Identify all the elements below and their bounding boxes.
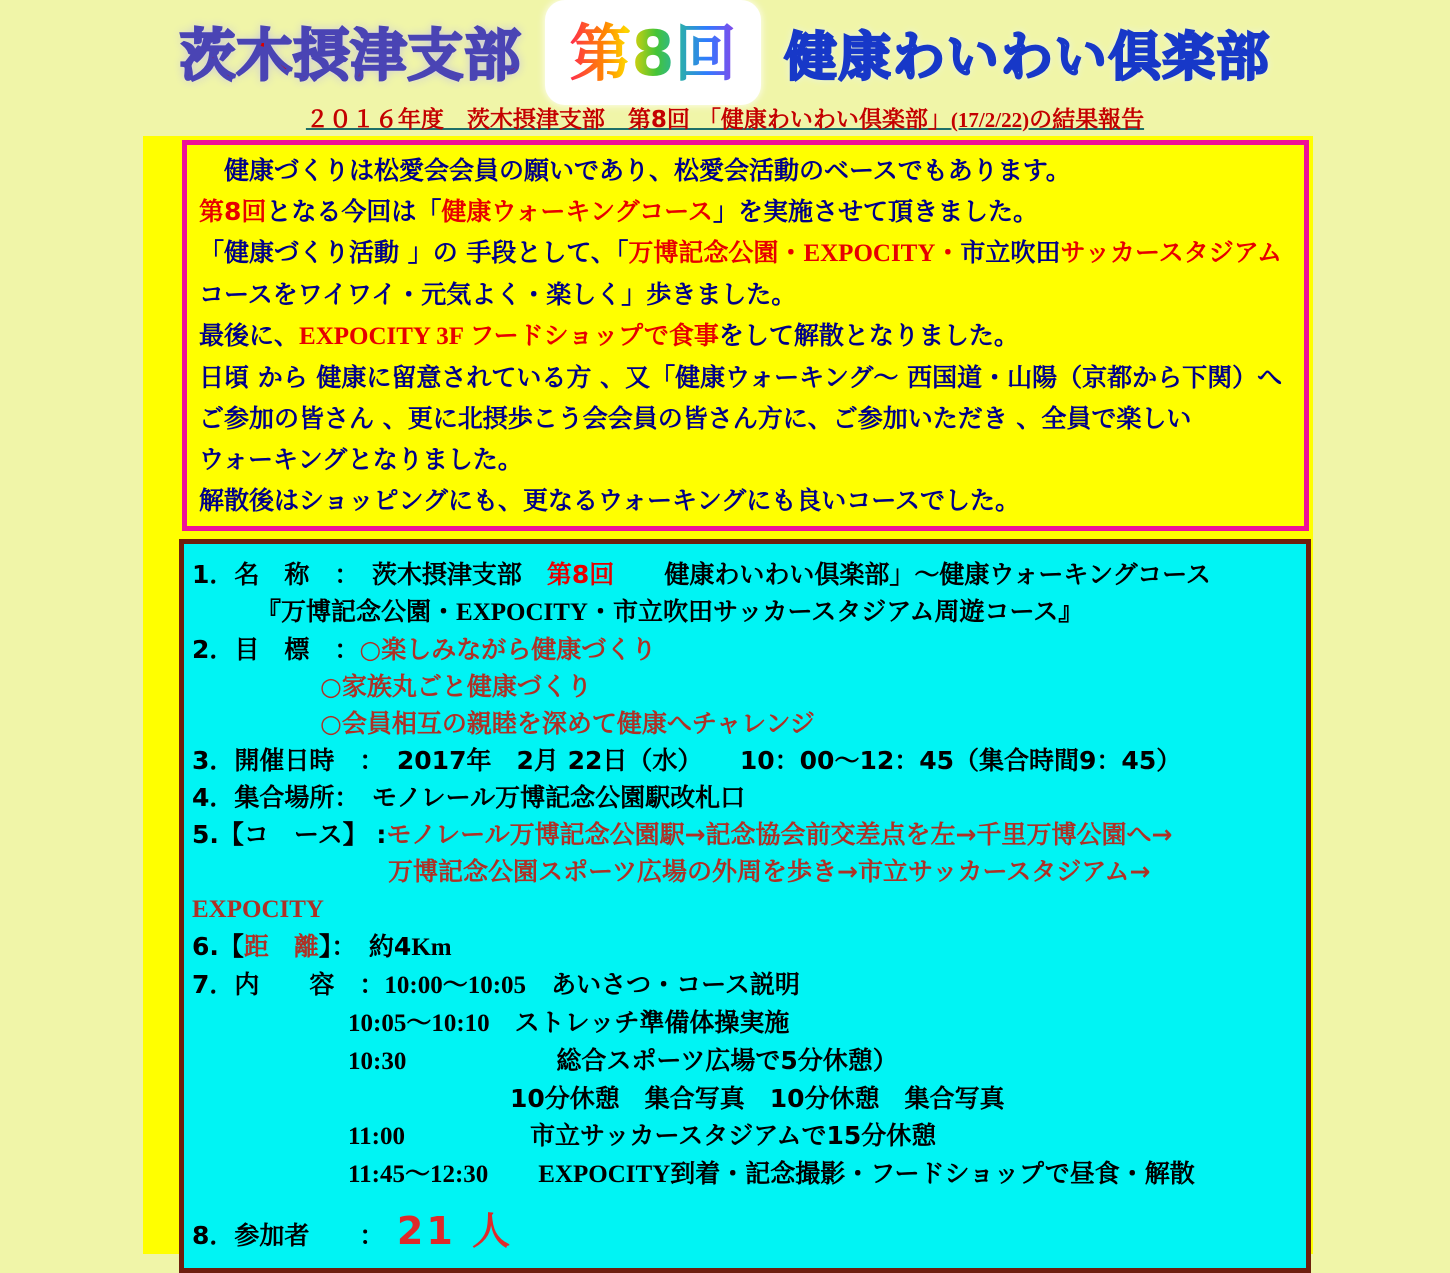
report-subtitle	[0, 101, 1450, 134]
text-line	[199, 439, 1300, 480]
text-line	[192, 668, 1302, 705]
text-line	[199, 398, 1300, 439]
text-line	[199, 232, 1300, 274]
text-run: 10分休憩 集合写真 10分休憩 集合写真	[510, 1084, 1005, 1113]
text-run: 21 人	[396, 1209, 514, 1253]
text-run: あいさつ・コース説明	[526, 970, 800, 999]
masthead	[0, 0, 1450, 104]
text-run: の結果報告	[1029, 107, 1145, 133]
detail-box	[179, 539, 1311, 1273]
text-line	[192, 1004, 1302, 1042]
text-run	[488, 1159, 538, 1188]
text-line	[192, 1209, 1302, 1258]
text-line	[192, 966, 1302, 1004]
text-line	[192, 928, 1302, 966]
text-run: ウォーキングとなりました。	[199, 445, 523, 474]
round-badge	[545, 0, 760, 105]
text-run: 万博記念公園スポーツ広場の外周を歩き→市立サッカースタジアム→	[388, 857, 1151, 886]
text-line	[192, 631, 1302, 668]
text-run: 2．目 標 ：	[192, 635, 360, 664]
text-run: 『万博記念公園・	[256, 597, 457, 626]
text-run: ストレッチ準備体操実施	[489, 1008, 790, 1037]
text-run: 市立吹田	[960, 238, 1061, 267]
text-run: フードショップで食事	[469, 321, 719, 350]
text-line	[192, 742, 1302, 779]
text-run: ○家族丸ごと健康づくり	[320, 672, 592, 701]
text-run: 市立サッカースタジアムで15分休憩	[404, 1121, 937, 1150]
text-line	[192, 1080, 1302, 1117]
text-run: 7．内 容 ：	[192, 970, 385, 999]
text-run: ・	[935, 238, 961, 267]
text-run: EXPOCITY	[456, 599, 588, 626]
text-run: 11:00	[348, 1123, 405, 1150]
text-run: 解散後はショッピングにも、更なるウォーキングにも良いコースでした。	[199, 486, 1021, 515]
text-run: 健康ウォーキングコース	[441, 197, 713, 226]
text-run: ○会員相互の親睦を深めて健康へチャレンジ	[320, 709, 815, 738]
text-run: 最後に、	[199, 321, 300, 350]
text-run: 万博記念公園・	[628, 238, 804, 267]
text-run: 健康づくりは松愛会会員の願いであり、松愛会活動のベースでもあります。	[199, 156, 1071, 185]
text-run: 3．開催日時 ： 2017年 2月 22日（水） 10：00～12：45（集合時間9：45）	[192, 746, 1182, 775]
text-line	[192, 779, 1302, 816]
text-run: EXPOCITY	[803, 240, 936, 267]
text-run: 】： 約4	[318, 932, 412, 961]
text-run: Km	[411, 934, 452, 961]
text-line	[192, 705, 1302, 742]
text-run: 5.【コ ース】 :	[192, 820, 387, 849]
text-run: 日頃 から 健康に留意されている方 、又「健康ウォーキング～ 西国道・山陽（京都から下関）へ	[199, 363, 1283, 392]
text-run: EXPOCITY	[192, 896, 324, 923]
text-run: サッカースタジアム	[1060, 238, 1282, 267]
text-run: をして解散となりました。	[718, 321, 1019, 350]
text-line	[192, 593, 1302, 631]
text-run: 第8回	[546, 560, 615, 589]
branch-title: 茨木摂津支部	[179, 24, 522, 89]
text-line	[192, 853, 1302, 890]
text-run: 到着・記念撮影・フードショップで昼食・解散	[670, 1159, 1195, 1188]
text-line	[192, 556, 1302, 593]
text-run: 10:05～10:10	[348, 1010, 490, 1037]
content-background	[143, 136, 1313, 1254]
text-run: EXPOCITY	[538, 1161, 671, 1188]
text-run: EXPOCITY 3F	[299, 323, 470, 350]
text-line	[192, 890, 1302, 928]
text-line	[199, 480, 1300, 521]
round-number: 第8回	[569, 16, 737, 90]
text-run: 8．参加者 ：	[192, 1221, 397, 1250]
text-run: 第8回	[199, 197, 267, 226]
text-run: ○楽しみながら健康づくり	[359, 635, 657, 664]
text-line	[192, 1117, 1302, 1155]
text-run: 総合スポーツ広場で5分休憩）	[406, 1046, 898, 1075]
text-run: (17/2/22)	[950, 108, 1030, 132]
text-run: 10:00～10:05	[384, 972, 527, 999]
intro-box	[182, 140, 1309, 531]
text-line	[199, 191, 1300, 232]
text-run: ２０１６年度 茨木摂津支部 第8回 「健康わいわい倶楽部」	[305, 107, 951, 133]
text-run: コースをワイワイ・元気よく・楽しく」歩きました。	[199, 280, 797, 309]
text-run: 健康わいわい倶楽部」～健康ウォーキングコース	[614, 560, 1211, 589]
text-run: 4．集合場所： モノレール万博記念公園駅改札口	[192, 783, 746, 812]
text-line	[199, 150, 1300, 191]
report-subtitle-text	[306, 107, 1144, 133]
text-run: ・市立吹田サッカースタジアム周遊コース』	[587, 597, 1084, 626]
text-run: 「健康づくり活動 」の 手段として、「	[199, 238, 629, 267]
text-run: 1．名 称 ： 茨木摂津支部	[192, 560, 547, 589]
text-run: モノレール万博記念公園駅→記念協会前交差点を左→千里万博公園へ→	[386, 820, 1173, 849]
text-run: ご参加の皆さん 、更に北摂歩こう会会員の皆さん方に、ご参加いただき 、全員で楽しい	[199, 404, 1192, 433]
text-line	[199, 274, 1300, 315]
text-line	[192, 816, 1302, 853]
text-run: 」を実施させて頂きました。	[712, 197, 1038, 226]
text-line	[199, 315, 1300, 357]
text-run: 11:45～12:30	[348, 1161, 489, 1188]
text-run: 6.【	[192, 932, 244, 961]
text-line	[199, 357, 1300, 398]
text-run: 距 離	[243, 932, 319, 961]
text-line	[192, 1042, 1302, 1080]
text-run: 10:30	[348, 1048, 407, 1075]
text-line	[192, 1155, 1302, 1193]
text-run: となる今回は「	[266, 197, 442, 226]
club-title: 健康わいわい倶楽部	[784, 27, 1271, 88]
